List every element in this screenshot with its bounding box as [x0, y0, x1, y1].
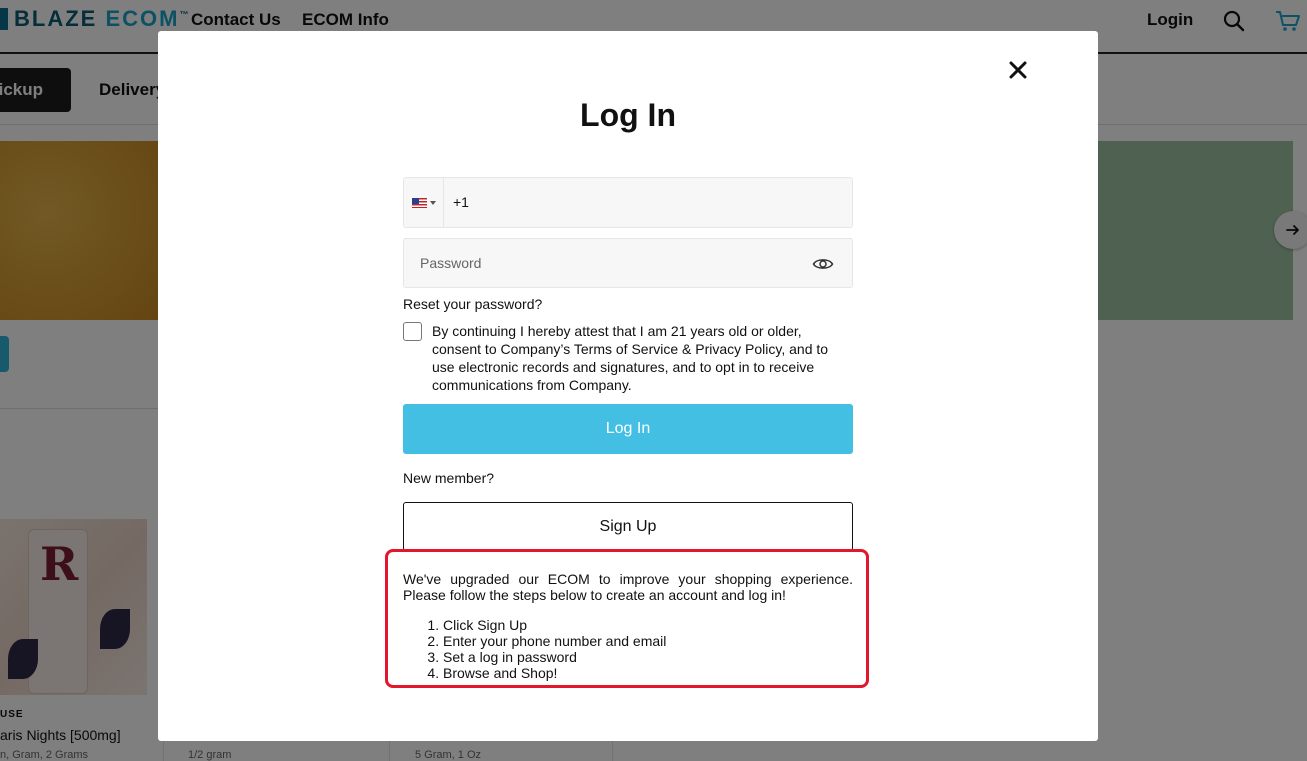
- show-password-icon[interactable]: [812, 253, 834, 275]
- login-modal: [158, 31, 1098, 741]
- login-submit-button[interactable]: Log In: [403, 404, 853, 454]
- consent-text: By continuing I hereby attest that I am 21 years old or older, consent to Company’s Terms of Service & Privacy Policy, and to use electronic records and signatures, and to opt in to receive communications from Company.: [432, 323, 829, 393]
- close-icon[interactable]: [1006, 58, 1030, 82]
- list-item: 3. Set a log in password: [443, 649, 666, 665]
- list-item: 4. Browse and Shop!: [443, 665, 666, 681]
- reset-password-link[interactable]: Reset your password?: [403, 296, 543, 312]
- password-input[interactable]: [403, 238, 853, 288]
- country-code-select[interactable]: [404, 178, 444, 227]
- list-item: 1. Click Sign Up: [443, 617, 666, 633]
- new-member-label: New member?: [403, 470, 495, 486]
- sign-up-button[interactable]: Sign Up: [403, 502, 853, 551]
- password-placeholder: Password: [420, 255, 482, 271]
- consent-checkbox[interactable]: [403, 322, 422, 341]
- list-item: 2. Enter your phone number and email: [443, 633, 666, 649]
- upgrade-notice-text: We've upgraded our ECOM to improve your shopping experience. Please follow the steps below to create an account and log in!: [403, 571, 853, 603]
- modal-title: Log In: [580, 97, 676, 133]
- us-flag-icon: [412, 198, 427, 208]
- phone-input[interactable]: [403, 177, 853, 228]
- caret-down-icon: [430, 201, 436, 205]
- phone-input-value: +1: [453, 194, 469, 210]
- signup-steps-list: [443, 617, 666, 681]
- upgrade-notice: [385, 549, 869, 688]
